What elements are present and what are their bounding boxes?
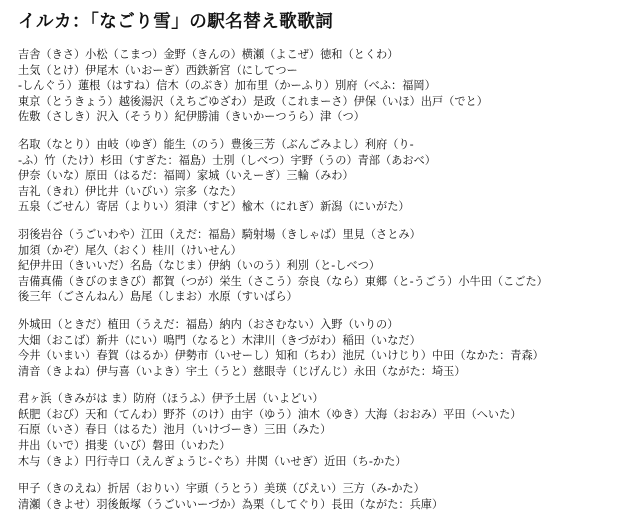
lyric-line: 吉備真備（きびのまきび）都賀（つが）栄生（さこう）奈良（なら）東郷（と-うごう）小牛田（こごた） xyxy=(18,274,548,288)
lyric-line: 東京（とうきょう）越後湯沢（えちごゆざわ）是政（これまーさ）伊保（いほ）出戸（でと） xyxy=(18,94,488,108)
lyrics-stanza xyxy=(18,481,610,512)
lyric-line: -ふ）竹（たけ）杉田（すぎた：福島）士別（しべつ）宇野（うの）青部（あおべ） xyxy=(18,153,436,167)
lyric-line: 甲子（きのえね）折居（おりい）宇頭（うとう）美瑛（びえい）三方（み-かた） xyxy=(18,482,425,496)
lyric-line: 飫肥（おび）天和（てんわ）野芥（のけ）由宇（ゆう）油木（ゆき）大海（おおみ）平田（へいた） xyxy=(18,407,522,421)
lyric-line: 大畑（おこば）新井（にい）鳴門（なると）木津川（きづがわ）稲田（いなだ） xyxy=(18,333,421,347)
lyric-line: 井出（いで）揖斐（いび）磐田（いわた） xyxy=(18,439,231,453)
lyrics-stanza xyxy=(18,47,610,125)
lyric-line: 佐敷（さしき）沢入（そうり）紀伊勝浦（きいかーつうら）津（つ） xyxy=(18,110,365,124)
lyric-line: 吉舎（きさ）小松（こまつ）金野（きんの）横瀬（よこぜ）徳和（とくわ） xyxy=(18,48,399,61)
lyric-line: 木与（きよ）円行寺口（えんぎょうじ-ぐち）井関（いせぎ）近田（ち-かた） xyxy=(18,454,407,468)
lyric-line: 五泉（ごせん）寄居（よりい）須津（すど）楡木（にれぎ）新潟（にいがた） xyxy=(18,200,410,214)
lyric-line: 伊奈（いな）原田（はるだ：福岡）家城（いえーぎ）三輪（みわ） xyxy=(18,169,354,183)
lyrics-body xyxy=(18,47,610,512)
lyric-line: 名取（なとり）由岐（ゆぎ）能生（のう）豊後三芳（ぶんごみよし）利府（り- xyxy=(18,137,414,151)
lyric-line: 土気（とけ）伊尾木（いおーぎ）西鉄新宮（にしてつー xyxy=(18,63,298,77)
lyric-line: 君ヶ浜（きみがは ま）防府（ほうふ）伊予土居（いよどい） xyxy=(18,392,324,406)
lyrics-stanza xyxy=(18,391,610,469)
lyric-line: 加須（かぞ）尾久（おく）桂川（けいせん） xyxy=(18,243,242,257)
lyric-line: -しんぐう）蓮根（はすね）信木（のぶき）加布里（かーふり）別府（べふ：福岡） xyxy=(18,79,436,93)
lyrics-stanza xyxy=(18,227,610,305)
lyric-line: 清音（きよね）伊与喜（いよき）宇土（うと）慈眼寺（じげんじ）永田（ながた：埼玉） xyxy=(18,364,466,378)
lyric-line: 外城田（ときだ）植田（うえだ：福島）納内（おさむない）入野（いりの） xyxy=(18,317,399,331)
lyric-line: 清瀬（きよせ）羽後飯塚（うごいいーづか）為栗（してぐり）長田（ながた：兵庫） xyxy=(18,497,444,511)
lyric-line: 今井（いまい）春賀（はるか）伊勢市（いせーし）知和（ちわ）池尻（いけじり）中田（なかた：青森） xyxy=(18,349,544,363)
lyrics-stanza xyxy=(18,317,610,379)
lyric-line: 石原（いさ）春日（はるた）池月（いけづーき）三田（みた） xyxy=(18,423,332,437)
page-title: イルカ：「なごり雪」の駅名替え歌歌詞 xyxy=(18,12,334,32)
lyric-line: 紀伊井田（きいいだ）名島（なじま）伊納（いのう）利別（と-しべつ） xyxy=(18,259,381,273)
lyric-line: 後三年（ごさんねん）島尾（しまお）水原（すいばら） xyxy=(18,290,298,304)
lyric-line: 羽後岩谷（うごいわや）江田（えだ：福島）騎射場（きしゃば）里見（さとみ） xyxy=(18,227,421,241)
lyric-line: 吉礼（きれ）伊比井（いびい）宗多（なた） xyxy=(18,184,242,198)
lyrics-stanza xyxy=(18,137,610,215)
